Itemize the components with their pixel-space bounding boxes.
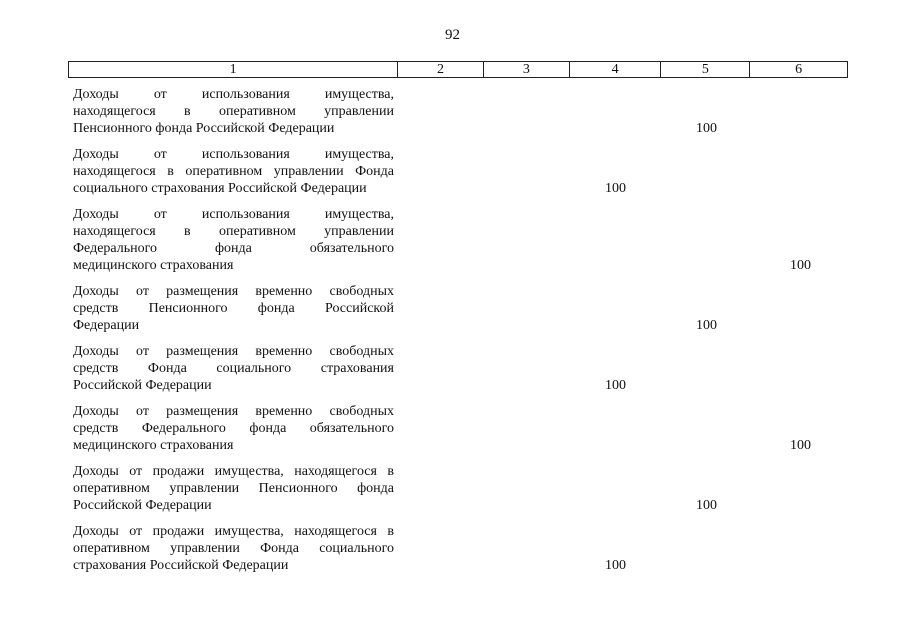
row-value: 100 bbox=[696, 498, 717, 513]
row-label bbox=[73, 403, 394, 454]
row-label-line: Федерального фонда обязательного bbox=[73, 241, 394, 256]
table-row bbox=[0, 343, 905, 394]
row-label-line: Доходы от использования имущества, bbox=[73, 87, 394, 102]
row-label-line: Российской Федерации bbox=[73, 498, 212, 513]
row-label-line: страхования Российской Федерации bbox=[73, 558, 289, 573]
row-label-line: медицинского страхования bbox=[73, 438, 234, 453]
header-col-6: 6 bbox=[795, 62, 803, 77]
table-row bbox=[0, 146, 905, 197]
row-label-line: находящегося в оперативном управлении bbox=[73, 224, 394, 239]
header-col-2: 2 bbox=[398, 62, 484, 77]
row-label bbox=[73, 146, 394, 197]
row-label bbox=[73, 86, 394, 137]
row-label-line: средств Фонда социального страхования bbox=[73, 361, 394, 376]
table-row bbox=[0, 283, 905, 334]
row-label bbox=[73, 523, 394, 574]
row-label-line: находящегося в оперативном управлении Фонда bbox=[73, 164, 394, 179]
row-label-line: средств Пенсионного фонда Российской bbox=[73, 301, 394, 316]
row-label-line: Федерации bbox=[73, 318, 140, 333]
row-label bbox=[73, 283, 394, 334]
table-row bbox=[0, 86, 905, 137]
row-value: 100 bbox=[605, 181, 626, 196]
row-value: 100 bbox=[696, 318, 717, 333]
row-label-line: медицинского страхования bbox=[73, 258, 234, 273]
row-label-line: Доходы от продажи имущества, находящегося в bbox=[73, 464, 394, 479]
table-body bbox=[0, 86, 905, 583]
page-number: 92 bbox=[445, 27, 460, 43]
table-row bbox=[0, 523, 905, 574]
row-label-line: Доходы от использования имущества, bbox=[73, 147, 394, 162]
row-label-line: Доходы от использования имущества, bbox=[73, 207, 394, 222]
row-label-line: Доходы от продажи имущества, находящегося в bbox=[73, 524, 394, 539]
table-row bbox=[0, 463, 905, 514]
header-col-4: 4 bbox=[570, 62, 662, 77]
row-value: 100 bbox=[790, 258, 811, 273]
row-label-line: оперативном управлении Пенсионного фонда bbox=[73, 481, 394, 496]
row-label-line: средств Федерального фонда обязательного bbox=[73, 421, 394, 436]
row-value: 100 bbox=[696, 121, 717, 136]
row-value: 100 bbox=[605, 378, 626, 393]
table-row bbox=[0, 206, 905, 274]
header-col-5: 5 bbox=[661, 62, 750, 77]
row-label-line: Доходы от размещения временно свободных bbox=[73, 404, 394, 419]
row-value: 100 bbox=[605, 558, 626, 573]
row-label-line: Доходы от размещения временно свободных bbox=[73, 344, 394, 359]
table-row bbox=[0, 403, 905, 454]
header-col-3: 3 bbox=[484, 62, 570, 77]
row-label-line: социального страхования Российской Федерации bbox=[73, 181, 367, 196]
table-header bbox=[68, 61, 848, 78]
row-label bbox=[73, 343, 394, 394]
row-label-line: Пенсионного фонда Российской Федерации bbox=[73, 121, 335, 136]
row-value: 100 bbox=[790, 438, 811, 453]
row-label-line: Доходы от размещения временно свободных bbox=[73, 284, 394, 299]
row-label bbox=[73, 206, 394, 274]
row-label-line: Российской Федерации bbox=[73, 378, 212, 393]
row-label-line: находящегося в оперативном управлении bbox=[73, 104, 394, 119]
row-label-line: оперативном управлении Фонда социального bbox=[73, 541, 394, 556]
header-col-1: 1 bbox=[69, 62, 398, 77]
row-label bbox=[73, 463, 394, 514]
